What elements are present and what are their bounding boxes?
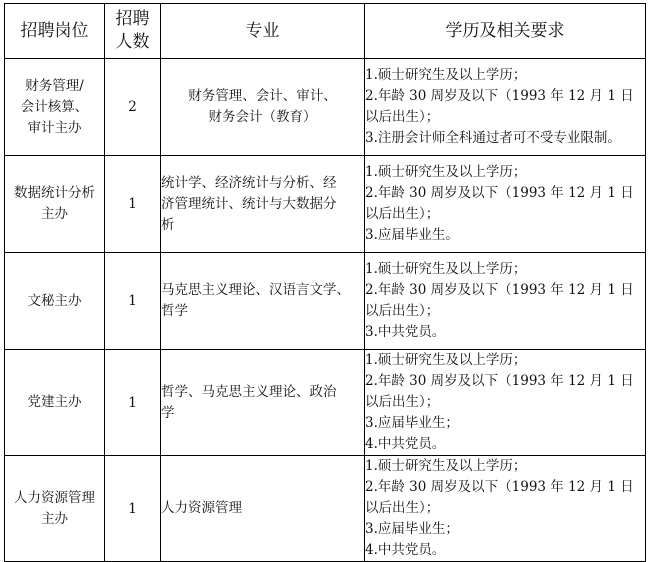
requirement-line: 3.中共党员。 — [365, 324, 446, 340]
position-cell — [5, 253, 105, 350]
requirement-line: 3.应届毕业生； — [365, 415, 459, 431]
major-line: 财务会计（教育） — [208, 109, 317, 125]
position-cell — [5, 350, 105, 456]
requirement-line: 以后出生）； — [365, 500, 440, 516]
requirement-line: 2.年龄 30 周岁及以下（1993 年 12 月 1 日 — [365, 479, 634, 495]
position-cell — [5, 456, 105, 562]
major-line: 财务管理、会计、审计、 — [188, 88, 337, 104]
recruitment-table — [4, 3, 646, 562]
requirement-line: 4.中共党员。 — [365, 436, 446, 452]
position-line: 财务管理/ — [25, 77, 84, 94]
major-line: 统计学、经济统计与分析、经 — [161, 174, 337, 191]
requirement-line: 2.年龄 30 周岁及以下（1993 年 12 月 1 日 — [365, 282, 634, 298]
major-cell — [161, 59, 365, 156]
count-cell: 1 — [105, 456, 161, 562]
table-row — [5, 253, 646, 350]
major-line: 析 — [161, 216, 175, 233]
requirement-line: 2.年龄 30 周岁及以下（1993 年 12 月 1 日 — [365, 373, 634, 389]
requirement-line: 以后出生）； — [365, 394, 440, 410]
requirements-cell — [365, 156, 646, 253]
requirement-line: 以后出生）； — [365, 206, 440, 222]
major-line: 济管理统计、统计与大数据分 — [161, 195, 337, 212]
major-cell — [161, 253, 365, 350]
requirements-cell — [365, 253, 646, 350]
requirement-line: 1.硕士研究生及以上学历； — [365, 261, 527, 277]
count-cell: 1 — [105, 253, 161, 350]
header-row — [5, 4, 646, 59]
header-requirements: 学历及相关要求 — [365, 4, 646, 59]
header-count-line-2: 人数 — [115, 32, 150, 52]
major-line: 哲学 — [161, 303, 188, 319]
position-line: 数据统计分析 — [14, 185, 95, 201]
major-line: 马克思主义理论、汉语言文学、 — [161, 282, 350, 298]
requirements-cell — [365, 59, 646, 156]
position-cell — [5, 156, 105, 253]
major-line: 学 — [161, 404, 175, 421]
requirements-cell — [365, 456, 646, 562]
requirement-line: 以后出生）； — [365, 303, 440, 319]
requirement-line: 2.年龄 30 周岁及以下（1993 年 12 月 1 日 — [365, 88, 634, 104]
requirement-line: 1.硕士研究生及以上学历； — [365, 67, 527, 83]
major-line: 哲学、马克思主义理论、政治 — [161, 383, 337, 400]
count-cell: 1 — [105, 156, 161, 253]
requirement-line: 3.应届毕业生； — [365, 521, 459, 537]
requirement-line: 1.硕士研究生及以上学历； — [365, 352, 527, 368]
major-line: 人力资源管理 — [161, 500, 242, 516]
requirement-line: 2.年龄 30 周岁及以下（1993 年 12 月 1 日 — [365, 185, 634, 201]
table-row — [5, 456, 646, 562]
position-line: 主办 — [41, 510, 68, 527]
requirement-line: 3.注册会计师全科通过者可不受专业限制。 — [365, 130, 621, 146]
position-line: 党建主办 — [27, 394, 82, 410]
header-major: 专业 — [161, 4, 365, 59]
requirement-line: 3.应届毕业生。 — [365, 227, 459, 243]
major-cell — [161, 350, 365, 456]
requirement-line: 以后出生）； — [365, 109, 440, 125]
major-cell — [161, 456, 365, 562]
requirement-line: 1.硕士研究生及以上学历； — [365, 458, 527, 474]
count-cell: 1 — [105, 350, 161, 456]
header-count-line-1: 招聘 — [115, 9, 150, 29]
major-cell — [161, 156, 365, 253]
position-line: 主办 — [41, 206, 68, 222]
table-row — [5, 350, 646, 456]
header-count — [105, 4, 161, 59]
requirement-line: 1.硕士研究生及以上学历； — [365, 164, 527, 180]
requirements-cell — [365, 350, 646, 456]
position-line: 人力资源管理 — [14, 489, 95, 506]
position-line: 文秘主办 — [27, 292, 82, 309]
position-line: 审计主办 — [27, 119, 82, 136]
table-row — [5, 59, 646, 156]
position-cell — [5, 59, 105, 156]
requirement-line: 4.中共党员。 — [365, 542, 446, 558]
position-line: 会计核算、 — [20, 98, 89, 115]
header-position: 招聘岗位 — [5, 4, 105, 59]
count-cell: 2 — [105, 59, 161, 156]
table-row — [5, 156, 646, 253]
